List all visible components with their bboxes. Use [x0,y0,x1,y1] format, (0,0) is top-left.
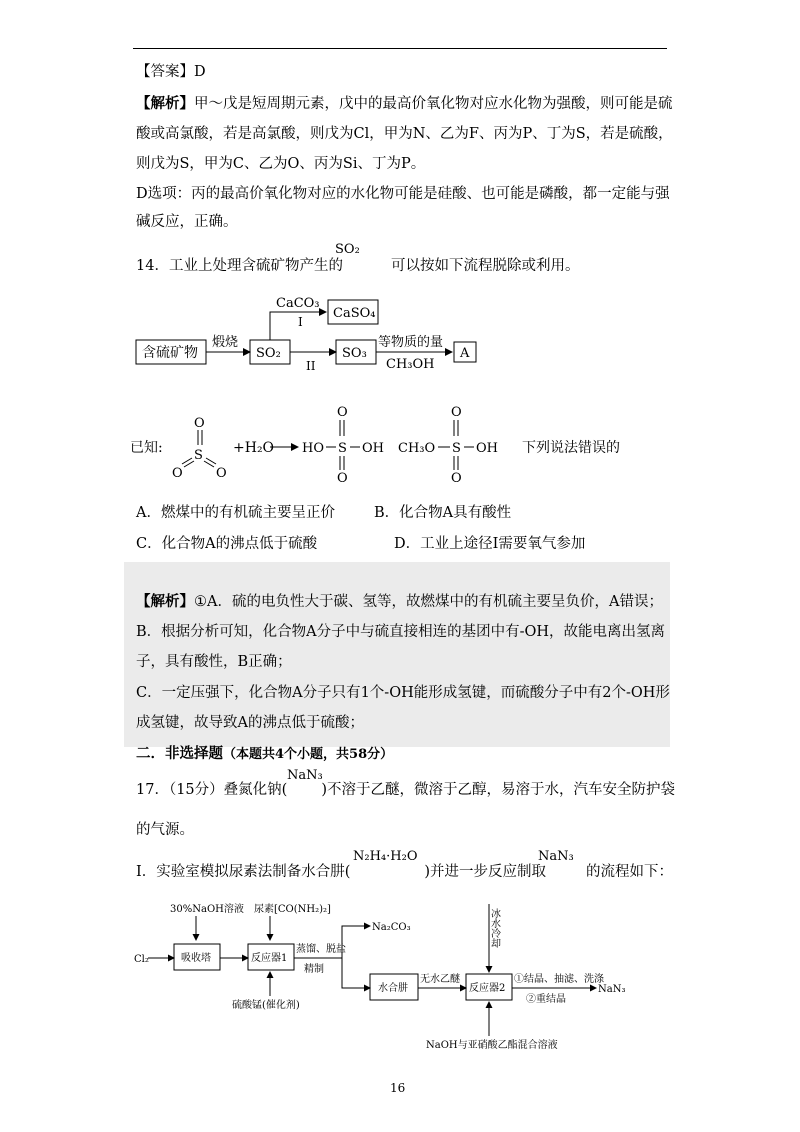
ether-label: 无水乙醚 [420,974,460,985]
known-structures [130,400,630,490]
section2-title: 二．非选择题 [136,745,223,762]
h2so4-o-bottom: O [337,471,348,486]
a-ch3o: CH₃O [398,441,436,456]
q17-stem: 17．（15分）叠氮化钠( )不溶于乙醚，微溶于乙醇，易溶于水，汽车安全防护袋 [136,782,675,798]
reactor2-label: 反应器2 [469,983,506,994]
absorber-label: 吸收塔 [181,953,211,964]
cl2-label: Cl₂ [134,954,149,965]
analysis2-line5: 成氢键，故导致A的沸点低于硫酸； [136,715,364,731]
question-tail: 下列说法错误的 [522,440,620,456]
analysis2-line4: C．一定压强下，化合物A分子只有1个-OH能形成氢键，而硫酸分子中有2个-OH形 [136,685,670,701]
option-c: C．化合物A的沸点低于硫酸 [136,536,318,552]
page-number: 16 [390,1081,406,1095]
step1-label: ①结晶、抽滤、洗涤 [514,974,604,985]
section2-note: （本题共4个小题，共58分） [223,747,394,762]
option-d: D．工业上途径I需要氧气参加 [394,536,586,552]
q17-stem-2: 的气源。 [136,822,194,838]
urea-label: 尿素[CO(NH₂)₂] [254,904,331,915]
distill-label: 蒸馏、脱盐 [296,944,346,955]
analysis1-line3: 则戊为S，甲为C、乙为O、丙为Si、丁为P。 [136,156,426,172]
route1-label: I [298,315,303,329]
caco3-label: CaCO₃ [276,296,320,311]
so3-o-left: O [172,466,183,481]
option-b: B．化合物A具有酸性 [374,505,512,521]
a-o-top: O [451,405,462,420]
refine-label: 精制 [304,964,324,975]
so3-o-top: O [194,416,205,431]
analysis2-line2: B．根据分析可知，化合物A分子中与硫直接相连的基团中有-OH，故能电离出氢离 [136,624,666,640]
h2so4-o-top: O [337,405,348,420]
header-rule [133,48,667,49]
q17-part1: Ⅰ．实验室模拟尿素法制备水合肼( )并进一步反应制取 的流程如下： [136,864,674,880]
equal-amount-label: 等物质的量 [378,335,444,350]
a-oh: OH [476,441,498,456]
ice-label: 冰水冷却 [488,908,500,948]
so2-label: SO₂ [256,346,281,361]
q17-formula-nan3-b: NaN₃ [538,849,574,864]
analysis2-line1: 【解析】①A．硫的电负性大于碳、氢等，故燃煤中的有机硫主要呈负价，A错误； [136,593,663,610]
step2-label: ②重结晶 [526,994,566,1005]
h2so4-oh: OH [362,441,384,456]
analysis1-line2: 酸或高氯酸，若是高氯酸，则戊为Cl，甲为N、乙为F、丙为P、丁为S，若是硫酸， [136,126,673,142]
q14-formula: SO₂ [335,242,360,257]
q14-flow-diagram [130,290,490,380]
product-label: NaN₃ [598,984,626,995]
analysis1-line4: D选项：丙的最高价氧化物对应的水化物可能是硅酸、也可能是磷酸，都一定能与强 [136,186,670,202]
hydrazine-label: 水合肼 [378,983,408,994]
caso4-label: CaSO₄ [333,306,376,321]
answer-label: 【答案】 [136,64,194,80]
answer-line [136,62,206,82]
mix-label: NaOH与亚硝酸乙酯混合溶液 [426,1040,558,1051]
ore-label: 含硫矿物 [142,345,198,361]
q17-flow-diagram [130,896,650,1061]
h2so4-ho: HO [302,441,324,456]
reactor1-label: 反应器1 [251,953,288,964]
analysis2-label: 【解析】 [136,593,194,610]
analysis1-line1: 【解析】甲～戊是短周期元素，戊中的最高价氧化物对应水化物为强酸，则可能是硫 [136,95,673,112]
na2co3-label: Na₂CO₃ [372,922,411,933]
so3-o-right: O [216,466,227,481]
h2so4-s: S [338,441,347,456]
naoh-label: 30%NaOH溶液 [170,904,244,915]
so3-label: SO₃ [342,346,367,361]
a-label: A [460,346,470,361]
methanol-label: CH₃OH [386,357,435,372]
analysis2-line3: 子，具有酸性，B正确； [136,654,292,670]
known-label: 已知: [130,440,163,456]
a-s: S [452,441,461,456]
answer-value: D [194,64,206,80]
analysis1-label: 【解析】 [136,95,194,112]
water-label: +H₂O [233,440,275,456]
option-a: A．燃煤中的有机硫主要呈正价 [136,505,335,521]
q17-formula-nan3: NaN₃ [287,768,323,783]
a-o-bottom: O [451,471,462,486]
analysis1-line5: 碱反应，正确。 [136,214,238,230]
route2-label: II [306,359,316,373]
section2-heading [136,744,393,765]
roast-label: 煅烧 [212,335,239,350]
so3-s: S [194,448,203,463]
q17-formula-hydrazine: N₂H₄·H₂O [353,849,418,864]
catalyst-label: 硫酸锰(催化剂) [232,1000,300,1011]
q14-stem: 14．工业上处理含硫矿物产生的 可以按如下流程脱除或利用。 [136,258,580,274]
